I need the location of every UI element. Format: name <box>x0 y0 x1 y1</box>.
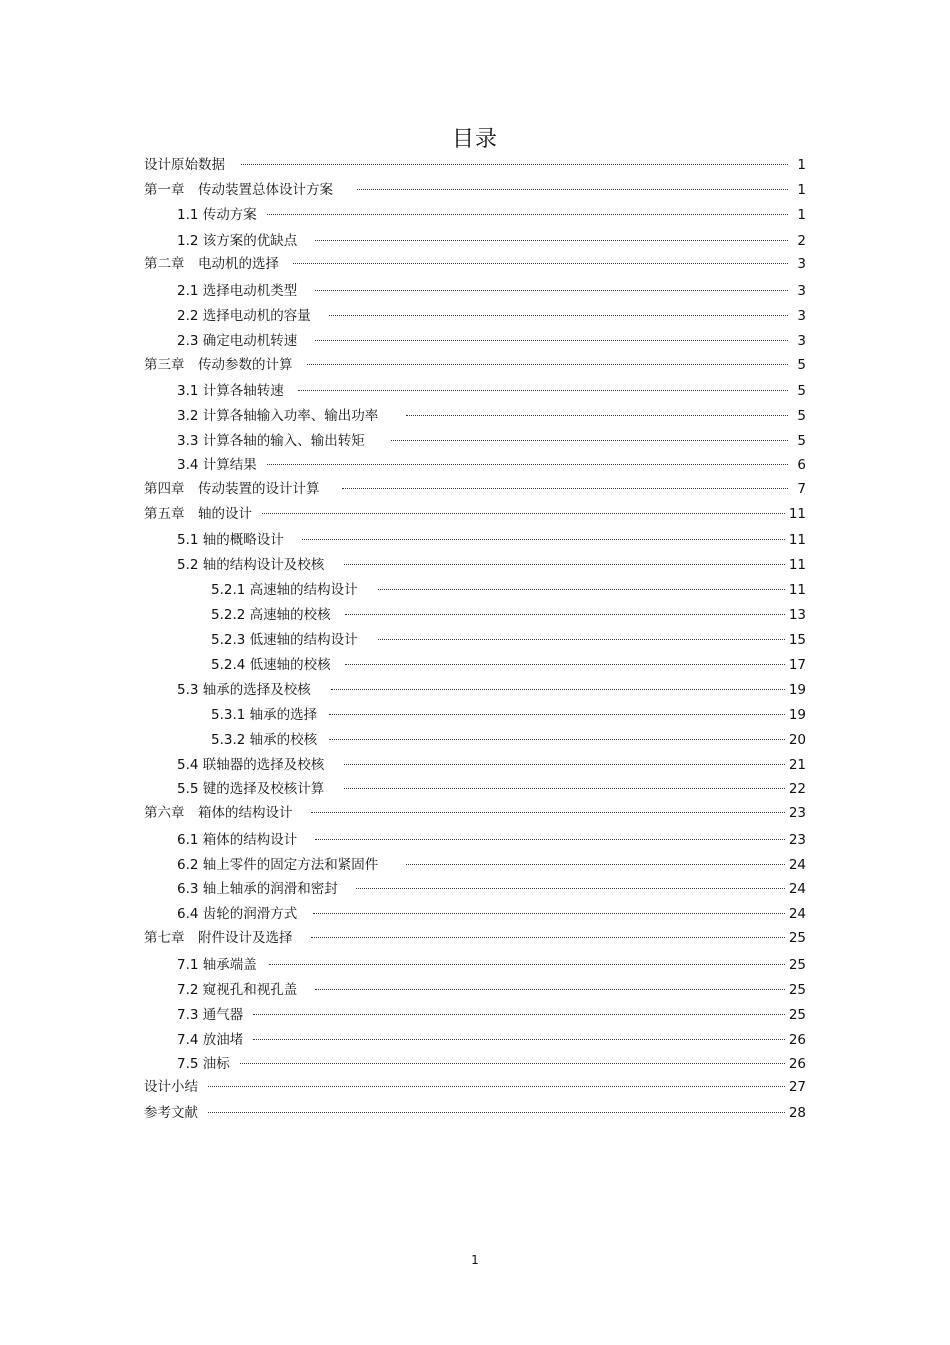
dot-leader <box>241 164 788 165</box>
toc-entry-page: 25 <box>788 982 806 998</box>
toc-entry-page: 6 <box>797 457 806 473</box>
toc-section-entry[interactable] <box>177 280 806 302</box>
toc-chapter-entry[interactable] <box>144 503 806 525</box>
toc-subsection-entry[interactable] <box>211 604 806 626</box>
toc-entry-page: 5 <box>797 433 806 449</box>
dot-leader <box>315 839 785 840</box>
toc-entry-page: 28 <box>788 1105 806 1121</box>
toc-entry-label: 6.3 轴上轴承的润滑和密封 <box>177 881 338 897</box>
toc-entry-label: 第四章 传动装置的设计计算 <box>144 481 320 497</box>
toc-entry-label: 设计原始数据 <box>144 157 225 173</box>
dot-leader <box>344 788 785 789</box>
toc-subsection-entry[interactable] <box>211 729 806 751</box>
toc-entry-page: 26 <box>788 1056 806 1072</box>
toc-section-entry[interactable] <box>177 204 806 226</box>
dot-leader <box>342 488 789 489</box>
toc-section-entry[interactable] <box>177 305 806 327</box>
toc-entry-page: 19 <box>788 682 806 698</box>
toc-entry-page: 27 <box>788 1079 806 1095</box>
toc-entry-page: 3 <box>797 308 806 324</box>
toc-entry-label: 2.1 选择电动机类型 <box>177 283 298 299</box>
toc-entry-label: 3.1 计算各轴转速 <box>177 383 284 399</box>
toc-subsection-entry[interactable] <box>211 704 806 726</box>
toc-entry-label: 6.2 轴上零件的固定方法和紧固件 <box>177 857 379 873</box>
toc-section-entry[interactable] <box>177 778 806 800</box>
toc-entry-label: 7.5 油标 <box>177 1056 230 1072</box>
toc-section-entry[interactable] <box>177 1004 806 1026</box>
dot-leader <box>315 240 788 241</box>
toc-section-entry[interactable] <box>177 829 806 851</box>
dot-leader <box>344 764 785 765</box>
dot-leader <box>315 290 788 291</box>
toc-entry-label: 参考文献 <box>144 1105 198 1121</box>
toc-entry-page: 3 <box>797 283 806 299</box>
dot-leader <box>253 1039 785 1040</box>
page-number: 1 <box>471 1253 479 1267</box>
dot-leader <box>208 1112 785 1113</box>
toc-section-entry[interactable] <box>177 554 806 576</box>
toc-entry-page: 5 <box>797 383 806 399</box>
toc-entry-page: 1 <box>797 182 806 198</box>
toc-section-entry[interactable] <box>177 529 806 551</box>
toc-chapter-entry[interactable] <box>144 478 806 500</box>
dot-leader <box>262 513 785 514</box>
toc-entry-page: 25 <box>788 1007 806 1023</box>
toc-entry-page: 24 <box>788 881 806 897</box>
page-title: 目录 <box>451 127 498 152</box>
toc-chapter-entry[interactable] <box>144 1102 806 1124</box>
dot-leader <box>378 639 785 640</box>
toc-section-entry[interactable] <box>177 430 806 452</box>
toc-section-entry[interactable] <box>177 979 806 1001</box>
toc-chapter-entry[interactable] <box>144 927 806 949</box>
toc-entry-page: 3 <box>797 333 806 349</box>
toc-section-entry[interactable] <box>177 405 806 427</box>
dot-leader <box>406 415 788 416</box>
toc-section-entry[interactable] <box>177 679 806 701</box>
dot-leader <box>391 440 788 441</box>
toc-section-entry[interactable] <box>177 454 806 476</box>
toc-entry-label: 1.2 该方案的优缺点 <box>177 233 298 249</box>
toc-entry-label: 3.4 计算结果 <box>177 457 257 473</box>
toc-section-entry[interactable] <box>177 754 806 776</box>
toc-section-entry[interactable] <box>177 903 806 925</box>
dot-leader <box>329 739 785 740</box>
toc-entry-page: 24 <box>788 857 806 873</box>
toc-entry-label: 5.1 轴的概略设计 <box>177 532 284 548</box>
toc-entry-label: 7.3 通气器 <box>177 1007 244 1023</box>
toc-entry-label: 5.4 联轴器的选择及校核 <box>177 757 325 773</box>
toc-entry-label: 第六章 箱体的结构设计 <box>144 805 293 821</box>
toc-entry-label: 7.4 放油堵 <box>177 1032 244 1048</box>
dot-leader <box>356 888 785 889</box>
toc-entry-label: 2.3 确定电动机转速 <box>177 333 298 349</box>
toc-entry-page: 25 <box>788 957 806 973</box>
toc-entry-page: 13 <box>788 607 806 623</box>
dot-leader <box>315 340 788 341</box>
toc-section-entry[interactable] <box>177 380 806 402</box>
toc-entry-label: 1.1 传动方案 <box>177 207 257 223</box>
toc-section-entry[interactable] <box>177 1053 806 1075</box>
toc-entry-label: 5.5 键的选择及校核计算 <box>177 781 325 797</box>
toc-entry-label: 7.1 轴承端盖 <box>177 957 257 973</box>
toc-entry-page: 19 <box>788 707 806 723</box>
dot-leader <box>267 214 788 215</box>
toc-entry-label: 5.2.4 低速轴的校核 <box>211 657 331 673</box>
dot-leader <box>298 390 788 391</box>
dot-leader <box>344 564 785 565</box>
toc-entry-page: 15 <box>788 632 806 648</box>
toc-chapter-entry[interactable] <box>144 179 806 201</box>
toc-entry-label: 3.2 计算各轴输入功率、输出功率 <box>177 408 379 424</box>
toc-entry-page: 7 <box>797 481 806 497</box>
toc-entry-page: 2 <box>797 233 806 249</box>
toc-entry-page: 26 <box>788 1032 806 1048</box>
dot-leader <box>406 864 785 865</box>
toc-section-entry[interactable] <box>177 1029 806 1051</box>
toc-section-entry[interactable] <box>177 954 806 976</box>
dot-leader <box>329 315 788 316</box>
toc-section-entry[interactable] <box>177 854 806 876</box>
dot-leader <box>311 812 785 813</box>
toc-section-entry[interactable] <box>177 330 806 352</box>
toc-entry-label: 第一章 传动装置总体设计方案 <box>144 182 333 198</box>
toc-entry-label: 5.2.1 高速轴的结构设计 <box>211 582 358 598</box>
dot-leader <box>313 913 785 914</box>
toc-entry-page: 11 <box>788 532 806 548</box>
dot-leader <box>302 539 785 540</box>
dot-leader <box>345 664 785 665</box>
toc-entry-label: 5.3.2 轴承的校核 <box>211 732 318 748</box>
toc-entry-page: 21 <box>788 757 806 773</box>
toc-chapter-entry[interactable] <box>144 354 806 376</box>
toc-subsection-entry[interactable] <box>211 629 806 651</box>
toc-entry-page: 25 <box>788 930 806 946</box>
dot-leader <box>267 464 788 465</box>
dot-leader <box>357 189 788 190</box>
toc-entry-label: 2.2 选择电动机的容量 <box>177 308 311 324</box>
toc-subsection-entry[interactable] <box>211 579 806 601</box>
dot-leader <box>345 614 785 615</box>
toc-entry-label: 第二章 电动机的选择 <box>144 256 279 272</box>
dot-leader <box>293 263 788 264</box>
toc-entry-page: 5 <box>797 408 806 424</box>
toc-entry-page: 1 <box>797 157 806 173</box>
toc-entry-label: 5.3.1 轴承的选择 <box>211 707 318 723</box>
toc-entry-page: 1 <box>797 207 806 223</box>
toc-entry-label: 第三章 传动参数的计算 <box>144 357 293 373</box>
toc-entry-label: 5.3 轴承的选择及校核 <box>177 682 311 698</box>
toc-entry-page: 11 <box>788 557 806 573</box>
dot-leader <box>311 937 785 938</box>
toc-entry-label: 6.4 齿轮的润滑方式 <box>177 906 298 922</box>
toc-entry-label: 6.1 箱体的结构设计 <box>177 832 298 848</box>
dot-leader <box>208 1086 785 1087</box>
toc-entry-label: 第五章 轴的设计 <box>144 506 252 522</box>
toc-subsection-entry[interactable] <box>211 654 806 676</box>
toc-entry-label: 设计小结 <box>144 1079 198 1095</box>
dot-leader <box>307 364 789 365</box>
toc-entry-label: 5.2.2 高速轴的校核 <box>211 607 331 623</box>
toc-entry-label: 第七章 附件设计及选择 <box>144 930 293 946</box>
dot-leader <box>240 1063 785 1064</box>
toc-chapter-entry[interactable] <box>144 1076 806 1098</box>
dot-leader <box>315 989 785 990</box>
toc-entry-page: 5 <box>797 357 806 373</box>
toc-entry-page: 17 <box>788 657 806 673</box>
toc-chapter-entry[interactable] <box>144 154 806 176</box>
dot-leader <box>378 589 785 590</box>
dot-leader <box>253 1014 785 1015</box>
toc-entry-label: 5.2.3 低速轴的结构设计 <box>211 632 358 648</box>
toc-section-entry[interactable] <box>177 230 806 252</box>
dot-leader <box>331 689 785 690</box>
toc-entry-page: 11 <box>788 506 806 522</box>
toc-section-entry[interactable] <box>177 878 806 900</box>
toc-chapter-entry[interactable] <box>144 802 806 824</box>
toc-entry-page: 24 <box>788 906 806 922</box>
toc-chapter-entry[interactable] <box>144 253 806 275</box>
toc-entry-label: 7.2 窥视孔和视孔盖 <box>177 982 298 998</box>
toc-entry-label: 3.3 计算各轴的输入、输出转矩 <box>177 433 365 449</box>
toc-entry-label: 5.2 轴的结构设计及校核 <box>177 557 325 573</box>
dot-leader <box>329 714 785 715</box>
toc-entry-page: 11 <box>788 582 806 598</box>
toc-entry-page: 23 <box>788 805 806 821</box>
toc-entry-page: 20 <box>788 732 806 748</box>
toc-entry-page: 23 <box>788 832 806 848</box>
dot-leader <box>269 964 785 965</box>
toc-entry-page: 3 <box>797 256 806 272</box>
toc-entry-page: 22 <box>788 781 806 797</box>
